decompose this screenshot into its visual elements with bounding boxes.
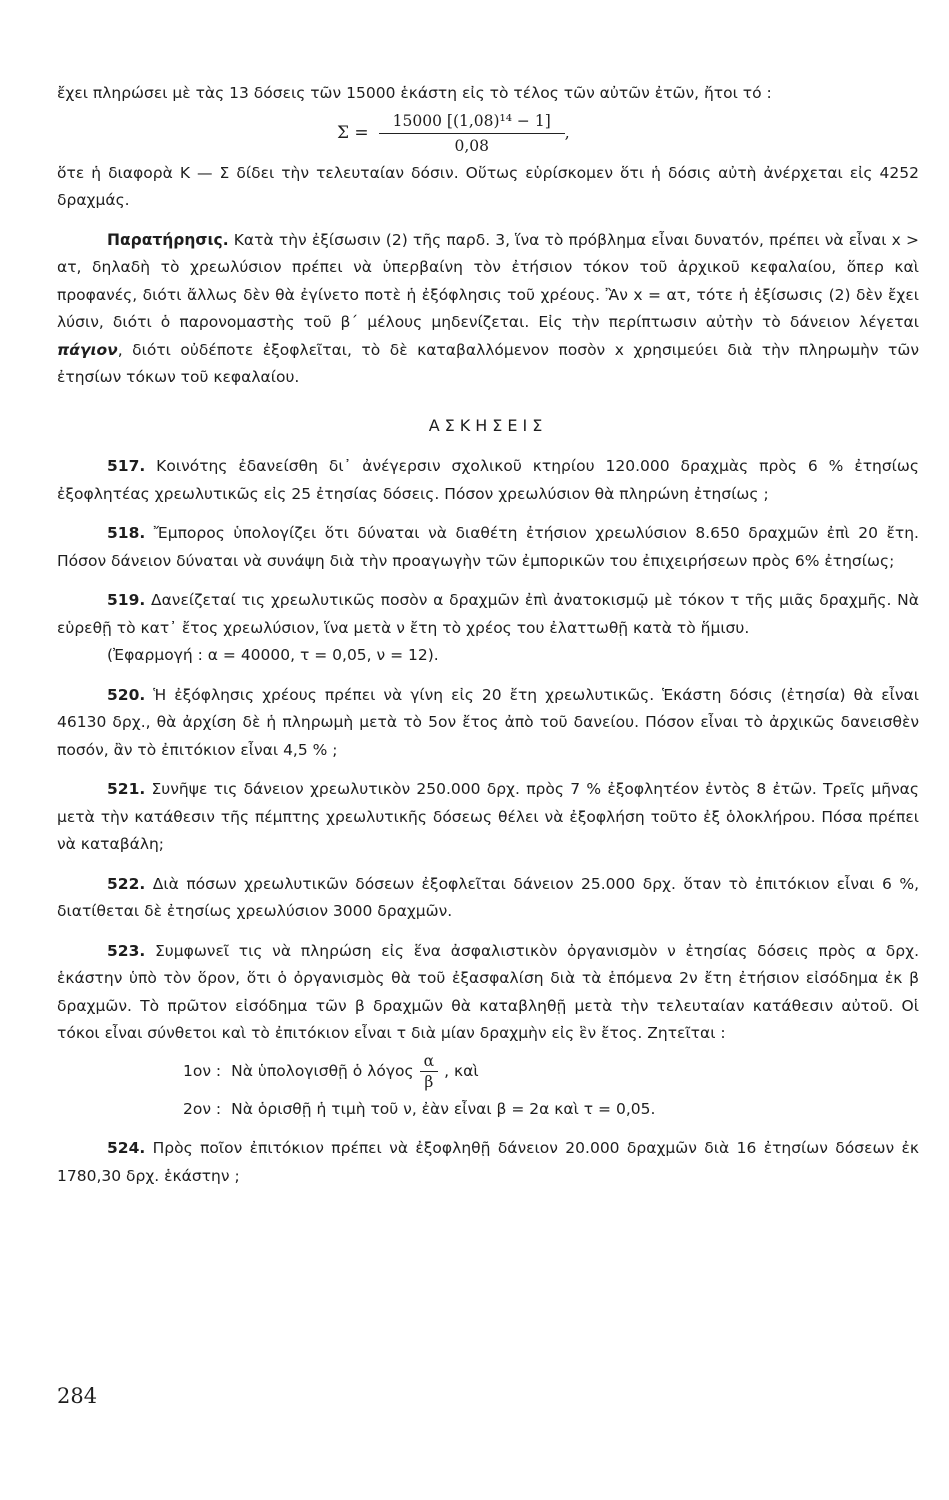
exercise-521: 521. Συνῆψε τις δάνειον χρεωλυτικὸν 250.000 δρχ. πρὸς 7 % ἐξοφλητέον ἐντὸς 8 ἐτῶν. Τρεῖς μῆνας μετὰ τὴν κατάθεσιν τῆς πέμπτης χρεωλυτικῆς δόσεως θέλει νὰ ἐξοφλήση τοῦτο ἐξ ὁλοκλήρου. Πόσα πρέπει νὰ καταβάλη;: [57, 780, 919, 853]
exercise-522: 522. Διὰ πόσων χρεωλυτικῶν δόσεων ἐξοφλεῖται δάνειον 25.000 δρχ. ὅταν τὸ ἐπιτόκιον εἶναι 6 %, διατίθεται δὲ ἐτησίως χρεωλύσιον 3000 δραχμῶν.: [57, 874, 919, 920]
exercise-524: 524. Πρὸς ποῖον ἐπιτόκιον πρέπει νὰ ἐξοφληθῇ δάνειον 20.000 δραχμῶν διὰ 16 ἐτησίων δόσεων ἐκ 1780,30 δρχ. ἑκάστην ;: [57, 1139, 919, 1185]
exercises-heading: ΑΣΚΗΣΕΙΣ: [428, 415, 548, 435]
remark-bold-word: πάγιον: [57, 340, 118, 359]
formula-numerator: 15000 [(1,08)¹⁴ − 1]: [379, 110, 565, 134]
formula-fraction: [379, 110, 565, 158]
formula-lhs: Σ =: [337, 122, 369, 143]
page-number: 284: [57, 1384, 98, 1408]
exercise-520: 520. Ἡ ἐξόφλησις χρέους πρέπει νὰ γίνη εἰς 20 ἔτη χρεωλυτικῶς. Ἑκάστη δόσις (ἐτησία) θὰ εἶναι 46130 δρχ., θὰ ἀρχίση δὲ ἡ πληρωμὴ μετὰ τὸ 5ον ἔτος ἀπὸ τοῦ δανείου. Πόσον εἶναι τὸ ἀρχικῶς δανεισθὲν ποσόν, ἂν τὸ ἐπιτόκιον εἶναι 4,5 % ;: [57, 685, 919, 759]
ratio-fraction: $\frac{\alpha}{\beta}$: [420, 1051, 438, 1092]
intro-line: ἔχει πληρώσει μὲ τὰς 13 δόσεις τῶν 15000 ἑκάστη εἰς τὸ τέλος τῶν αὐτῶν ἐτῶν, ἤτοι τό :: [57, 84, 772, 102]
exercise-523: 523. Συμφωνεῖ τις νὰ πληρώση εἰς ἕνα ἀσφαλιστικὸν ὀργανισμὸν ν ἐτησίας δόσεις πρὸς α δρχ. ἑκάστην ὑπὸ τὸν ὅρον, ὅτι ὁ ὀργανισμὸς θὰ τοῦ ἐξασφαλίση διὰ τὰ ἑπόμενα 2ν ἔτη ἐτήσιον εἰσόδημα ἐκ β δραχμῶν. Τὸ πρῶτον εἰσόδημα τῶν β δραχμῶν θὰ καταβληθῇ μετὰ τὴν τελευταίαν κατάθεσιν αὐτοῦ. Οἱ τόκοι εἶναι σύνθετοι καὶ τὸ ἐπιτόκιον εἶναι τ διὰ μίαν δραχμὴν εἰς ἓν ἔτος. Ζητεῖται :: [57, 941, 919, 1042]
exercise-519: 519. Δανείζεταί τις χρεωλυτικῶς ποσὸν α δραχμῶν ἐπὶ ἀνατοκισμῷ μὲ τόκον τ τῆς μιᾶς δραχμῆς. Νὰ εὑρεθῇ τὸ κατ᾽ ἔτος χρεωλύσιον, ἵνα μετὰ ν ἔτη τὸ χρέος του ἐλαττωθῇ κατὰ τὸ ἥμισυ.: [57, 591, 919, 637]
sum-formula: [337, 108, 919, 160]
remark-paragraph: [57, 227, 919, 392]
exercise-519-application: (Ἐφαρμογή : α = 40000, τ = 0,05, ν = 12).: [107, 646, 439, 664]
formula-denominator: 0,08: [454, 136, 489, 155]
remark-label: Παρατήρησις.: [107, 230, 229, 249]
formula-end: ,: [564, 123, 570, 142]
exercise-518: 518. Ἔμπορος ὑπολογίζει ὅτι δύναται νὰ διαθέτη ἐτήσιον χρεωλύσιον 8.650 δραχμῶν ἐπὶ 20 ἔτη. Πόσον δάνειον δύναται νὰ συνάψη διὰ τὴν προαγωγὴν τῶν ἐμπορικῶν του ἐπιχειρήσεων πρὸς 6% ἐτησίως;: [57, 524, 919, 570]
remark-text: Κατὰ τὴν ἐξίσωσιν (2) τῆς παρδ. 3, ἵνα τὸ πρόβλημα εἶναι δυνατόν, πρέπει νὰ εἶναι x > ατ, δηλαδὴ τὸ χρεωλύσιον πρέπει νὰ ὑπερβαίνη τὸν ἐτήσιον τόκον τοῦ ἀρχικοῦ κεφαλαίου, ὅπερ καὶ προφανές, διότι ἄλλως δὲν θὰ ἐγίνετο ποτὲ ἡ ἐξόφλησις τοῦ χρέους. Ἂν x = ατ, τότε ἡ ἐξίσωσις (2) δὲν ἔχει λύσιν, διότι ὁ παρονομαστὴς τοῦ β΄ μέλους μηδενίζεται. Εἰς τὴν περίπτωσιν αὐτὴν τὸ δάνειον λέγεται: [57, 230, 919, 331]
page-body: [57, 80, 919, 1190]
exercise-523-part2: 2ον : Νὰ ὁρισθῇ ἡ τιμὴ τοῦ ν, ἐὰν εἶναι β = 2α καὶ τ = 0,05.: [183, 1099, 656, 1118]
exercise-517: 517. Κοινότης ἐδανείσθη δι᾽ ἀνέγερσιν σχολικοῦ κτηρίου 120.000 δραχμὰς πρὸς 6 % ἐτησίως ἐξοφλητέας χρεωλυτικῶς εἰς 25 ἐτησίας δόσεις. Πόσον χρεωλύσιον θὰ πληρώνη ἐτησίως ;: [57, 457, 919, 503]
intro-continuation: ὅτε ἡ διαφορὰ Κ — Σ δίδει τὴν τελευταίαν δόσιν. Οὕτως εὑρίσκομεν ὅτι ἡ δόσις αὐτὴ ἀνέρχεται εἰς 4252 δραχμάς.: [57, 163, 919, 209]
exercise-523-part1: 1ον : Νὰ ὑπολογισθῇ ὁ λόγος $\frac{\alpha}{\beta}$ , καὶ: [183, 1052, 479, 1091]
remark-text-end: , διότι οὐδέποτε ἐξοφλεῖται, τὸ δὲ καταβαλλόμενον ποσὸν x χρησιμεύει διὰ τὴν πληρωμὴν τῶν ἐτησίων τόκων τοῦ κεφαλαίου.: [57, 340, 919, 386]
